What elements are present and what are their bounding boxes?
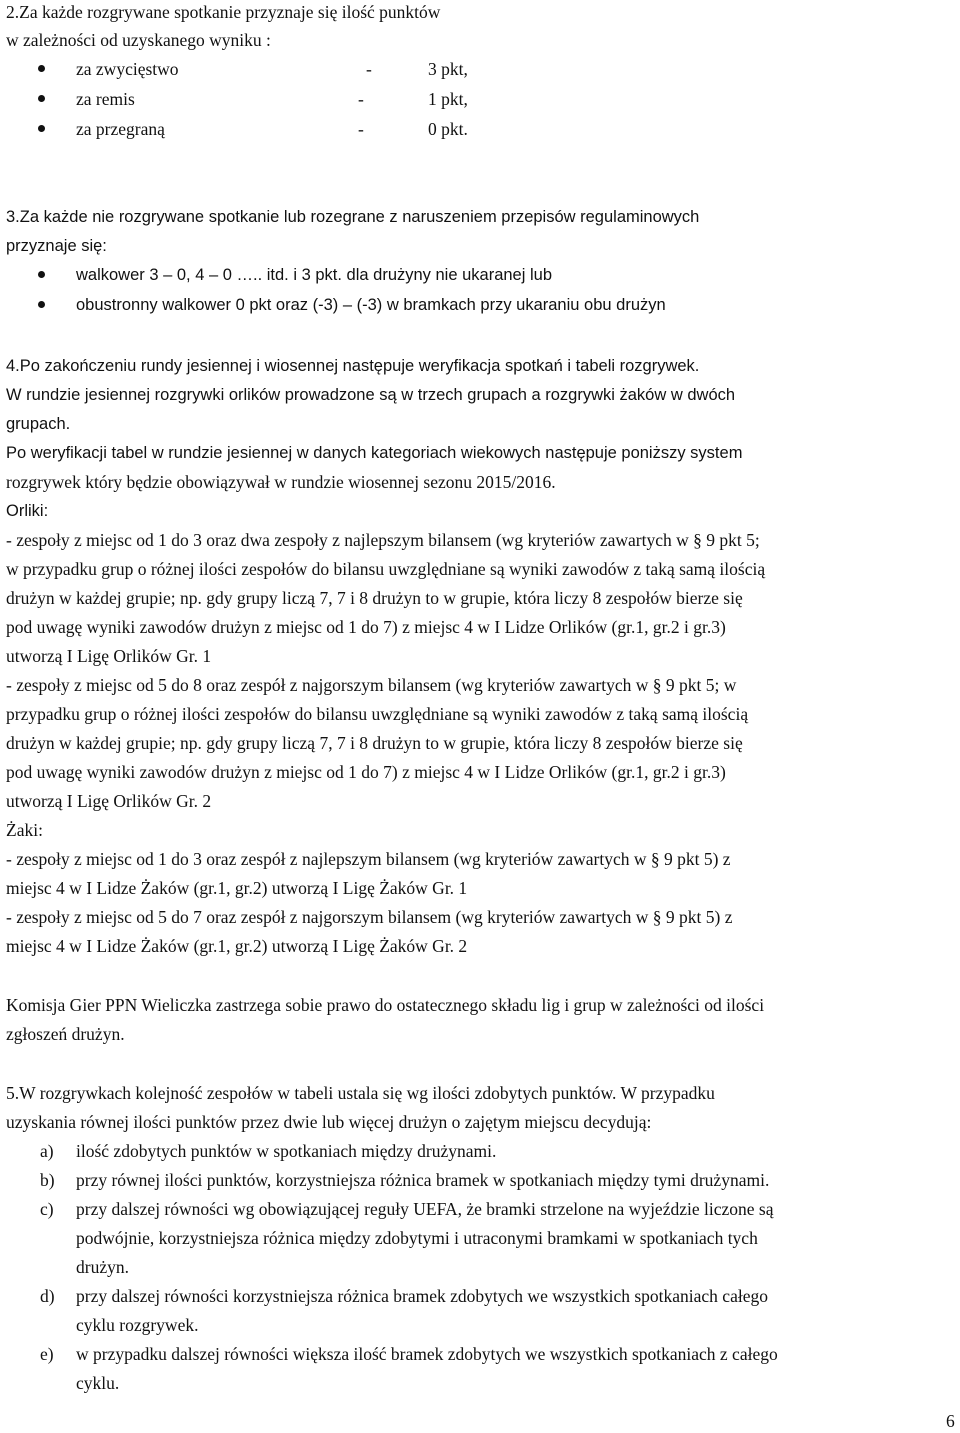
bullet-icon — [38, 301, 45, 308]
list-marker: b) — [40, 1170, 55, 1190]
section4-line: Po weryfikacji tabel w rundzie jesiennej w danych kategoriach wiekowych następuje poniższy system — [6, 444, 743, 462]
result-label: za przegraną — [76, 119, 165, 139]
list-item: przy dalszej równości korzystniejsza różnica bramek zdobytych we wszystkich spotkaniach całego — [76, 1286, 768, 1306]
list-item: przy równej ilości punktów, korzystniejsza różnica bramek w spotkaniach między tymi drużynami. — [76, 1170, 770, 1190]
list-item: cyklu rozgrywek. — [76, 1315, 199, 1335]
section4-line: - zespoły z miejsc od 5 do 7 oraz zespół z najgorszym bilansem (wg kryteriów zawartych w § 9 pkt 5) z — [6, 907, 733, 927]
bullet-icon — [38, 95, 45, 102]
list-marker: d) — [40, 1286, 55, 1306]
list-item: drużyn. — [76, 1257, 129, 1277]
section4-line: pod uwagę wyniki zawodów drużyn z miejsc od 1 do 7) z miejsc 4 w I Lidze Orlików (gr.1, gr.2 i gr.3) — [6, 617, 726, 637]
bullet-icon — [38, 271, 45, 278]
section4-line: miejsc 4 w I Lidze Żaków (gr.1, gr.2) utworzą I Ligę Żaków Gr. 1 — [6, 878, 468, 898]
section4-line: miejsc 4 w I Lidze Żaków (gr.1, gr.2) utworzą I Ligę Żaków Gr. 2 — [6, 936, 468, 956]
section4-line: przypadku grup o różnej ilości zespołów do bilansu uwzględniane są wyniki zawodów z taką samą ilością — [6, 704, 749, 724]
section4-line: drużyn w każdej grupie; np. gdy grupy liczą 7, 7 i 8 drużyn to w grupie, która liczy 8 zespołów bierze się — [6, 588, 743, 608]
section4-line: utworzą I Ligę Orlików Gr. 2 — [6, 791, 212, 811]
list-item: w przypadku dalszej równości większa ilość bramek zdobytych we wszystkich spotkaniach z całego — [76, 1344, 778, 1364]
list-item: podwójnie, korzystniejsza różnica między zdobytymi i utraconymi bramkami w spotkaniach tych — [76, 1228, 758, 1248]
bullet-icon — [38, 65, 45, 72]
result-points: 3 pkt, — [428, 59, 468, 79]
section4-line: - zespoły z miejsc od 5 do 8 oraz zespół z najgorszym bilansem (wg kryteriów zawartych w § 9 pkt 5; w — [6, 675, 737, 695]
section4-line: utworzą I Ligę Orlików Gr. 1 — [6, 646, 212, 666]
result-label: za remis — [76, 89, 135, 109]
section2-line1: 2.Za każde rozgrywane spotkanie przyznaje się ilość punktów — [6, 2, 441, 22]
section3-line1: 3.Za każde nie rozgrywane spotkanie lub rozegrane z naruszeniem przepisów regulaminowych — [6, 208, 700, 226]
list-item: cyklu. — [76, 1373, 120, 1393]
list-marker: c) — [40, 1199, 54, 1219]
list-marker: e) — [40, 1344, 54, 1364]
result-dash: - — [358, 119, 364, 139]
result-dash: - — [358, 89, 364, 109]
list-item: przy dalszej równości wg obowiązującej reguły UEFA, że bramki strzelone na wyjeździe liczone są — [76, 1199, 774, 1219]
section4-line: - zespoły z miejsc od 1 do 3 oraz zespół z najlepszym bilansem (wg kryteriów zawartych w § 9 pkt 5) z — [6, 849, 731, 869]
section4-line: pod uwagę wyniki zawodów drużyn z miejsc od 1 do 7) z miejsc 4 w I Lidze Orlików (gr.1, gr.2 i gr.3) — [6, 762, 726, 782]
result-label: za zwycięstwo — [76, 59, 179, 79]
list-marker: a) — [40, 1141, 54, 1161]
bullet-icon — [38, 125, 45, 132]
section4-line: - zespoły z miejsc od 1 do 3 oraz dwa zespoły z najlepszym bilansem (wg kryteriów zawartych w § 9 pkt 5; — [6, 530, 760, 550]
section4-line: Żaki: — [6, 820, 43, 840]
section5-line2: uzyskania równej ilości punktów przez dwie lub więcej drużyn o zajętym miejscu decydują: — [6, 1112, 652, 1132]
section4-line: W rundzie jesiennej rozgrywki orlików prowadzone są w trzech grupach a rozgrywki żaków w dwóch — [6, 386, 736, 404]
page-number: 6 — [946, 1411, 955, 1431]
section2-line2: w zależności od uzyskanego wyniku : — [6, 30, 271, 50]
commission-line: Komisja Gier PPN Wieliczka zastrzega sobie prawo do ostatecznego składu lig i grup w zależności od ilości — [6, 995, 765, 1015]
section3-bullet: walkower 3 – 0, 4 – 0 ….. itd. i 3 pkt. dla drużyny nie ukaranej lub — [76, 266, 553, 284]
list-item: ilość zdobytych punktów w spotkaniach między drużynami. — [76, 1141, 497, 1161]
section4-line: w przypadku grup o różnej ilości zespołów do bilansu uwzględniane są wyniki zawodów z taką samą ilością — [6, 559, 766, 579]
section4-line: 4.Po zakończeniu rundy jesiennej i wiosennej następuje weryfikacja spotkań i tabeli rozgrywek. — [6, 357, 700, 375]
result-points: 0 pkt. — [428, 119, 468, 139]
commission-line: zgłoszeń drużyn. — [6, 1024, 125, 1044]
section3-line2: przyznaje się: — [6, 237, 107, 255]
section4-line: grupach. — [6, 415, 71, 433]
result-dash: - — [366, 59, 372, 79]
result-points: 1 pkt, — [428, 89, 468, 109]
section4-line: Orliki: — [6, 502, 49, 520]
section4-line: drużyn w każdej grupie; np. gdy grupy liczą 7, 7 i 8 drużyn to w grupie, która liczy 8 zespołów bierze się — [6, 733, 743, 753]
section3-bullet: obustronny walkower 0 pkt oraz (-3) – (-3) w bramkach przy ukaraniu obu drużyn — [76, 296, 666, 314]
section4-line: rozgrywek który będzie obowiązywał w rundzie wiosennej sezonu 2015/2016. — [6, 472, 556, 492]
section5-line1: 5.W rozgrywkach kolejność zespołów w tabeli ustala się wg ilości zdobytych punktów. W przypadku — [6, 1083, 715, 1103]
